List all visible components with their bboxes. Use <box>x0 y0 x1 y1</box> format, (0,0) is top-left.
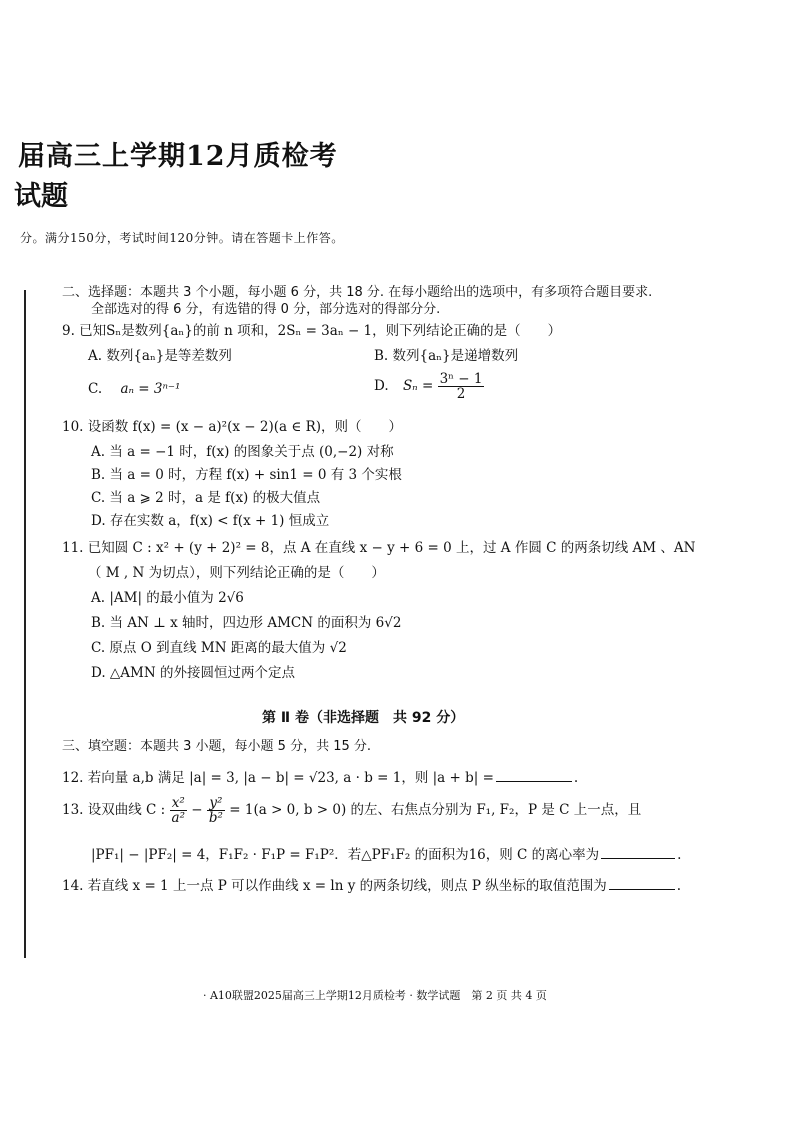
q10-option-c: C. 当 a ⩾ 2 时，a 是 f(x) 的极大值点 <box>91 490 321 506</box>
binding-margin-line <box>24 290 26 958</box>
q9-option-d <box>374 372 484 401</box>
q12-answer-blank[interactable] <box>496 769 572 782</box>
q14 <box>62 874 681 894</box>
q9-option-b: B. 数列{aₙ}是递增数列 <box>374 348 519 364</box>
q9-option-c-label: C. <box>88 381 103 397</box>
q10-option-a: A. 当 a = −1 时，f(x) 的图象关于点 (0,−2) 对称 <box>91 444 394 460</box>
q11-option-a: A. |AM| 的最小值为 2√6 <box>91 590 244 606</box>
q11-stem-cont: （ M , N 为切点），则下列结论正确的是（ ） <box>88 565 385 581</box>
page-footer: · A10联盟2025届高三上学期12月质检考 · 数学试题 第 2 页 共 4 页 <box>203 989 547 1002</box>
exam-title-line2: 试题 <box>14 181 68 212</box>
q13-minus: − <box>191 802 203 818</box>
q9-option-d-denominator: 2 <box>456 386 466 402</box>
q12-stem: 12. 若向量 a,b 满足 |a| = 3, |a − b| = √23, a · b = 1，则 |a + b| = <box>62 770 494 786</box>
q13-rest: = 1(a > 0, b > 0) 的左、右焦点分别为 F₁, F₂，P 是 C 上一点，且 <box>229 802 642 818</box>
q9-option-d-numerator: 3ⁿ − 1 <box>439 371 483 387</box>
exam-title-line1: 届高三上学期12月质检考 <box>18 141 338 172</box>
exam-notice: 分。满分150分，考试时间120分钟。请在答题卡上作答。 <box>20 231 344 245</box>
q13-answer-blank[interactable] <box>601 846 675 859</box>
q13-start: 13. 设双曲线 C : <box>62 802 166 818</box>
q10-option-b: B. 当 a = 0 时，方程 f(x) + sin1 = 0 有 3 个实根 <box>91 467 402 483</box>
q13-fraction-x-num: x² <box>170 796 187 811</box>
q13-line1 <box>62 796 641 825</box>
q11-option-c: C. 原点 O 到直线 MN 距离的最大值为 √2 <box>91 640 347 656</box>
section2-heading-cont: 全部选对的得 6 分，有选错的得 0 分，部分选对的得部分分. <box>91 302 441 317</box>
q11-option-b: B. 当 AN ⊥ x 轴时，四边形 AMCN 的面积为 6√2 <box>91 615 402 631</box>
q9-option-c-expr: aₙ = 3ⁿ⁻¹ <box>120 381 181 397</box>
q13-condition: |PF₁| − |PF₂| = 4，F₁F₂ · F₁P = F₁P²．若△PF₁F₂ 的面积为16，则 C 的离心率为 <box>91 847 600 863</box>
q9-option-d-label: D. <box>374 378 389 394</box>
q9-option-c <box>88 381 180 397</box>
q10-option-d: D. 存在实数 a，f(x) < f(x + 1) 恒成立 <box>91 513 330 529</box>
section2-heading: 二、选择题：本题共 3 个小题，每小题 6 分，共 18 分. 在每小题给出的选项中，有多项符合题目要求. <box>62 285 653 300</box>
q9-option-a: A. 数列{aₙ}是等差数列 <box>88 348 232 364</box>
q14-answer-blank[interactable] <box>609 877 675 890</box>
q9-option-d-lhs: Sₙ = <box>402 378 434 394</box>
q13-line2 <box>91 843 681 863</box>
q13-fraction-y <box>207 796 225 825</box>
q12 <box>62 766 578 786</box>
q11-option-d: D. △AMN 的外接圆恒过两个定点 <box>91 665 295 681</box>
q13-end: . <box>677 847 682 863</box>
q13-fraction-x-den: a² <box>171 810 185 826</box>
q13-fraction-x <box>170 796 187 825</box>
q14-stem: 14. 若直线 x = 1 上一点 P 可以作曲线 x = ln y 的两条切线，则点 P 纵坐标的取值范围为 <box>62 878 607 894</box>
part2-title: 第 Ⅱ 卷（非选择题 共 92 分） <box>262 710 465 726</box>
q11-stem: 11. 已知圆 C : x² + (y + 2)² = 8，点 A 在直线 x − y + 6 = 0 上，过 A 作圆 C 的两条切线 AM 、AN <box>62 540 696 556</box>
q10-stem: 10. 设函数 f(x) = (x − a)²(x − 2)(a ∈ R)，则（ ） <box>62 419 403 435</box>
q13-fraction-y-num: y² <box>207 796 225 811</box>
q14-end: . <box>676 878 682 894</box>
section3-heading: 三、填空题：本题共 3 小题，每小题 5 分，共 15 分. <box>62 739 372 754</box>
q9-option-d-fraction <box>438 372 485 401</box>
q13-fraction-y-den: b² <box>208 810 223 826</box>
q9-stem: 9. 已知Sₙ是数列{aₙ}的前 n 项和，2Sₙ = 3aₙ − 1，则下列结论正确的是（ ） <box>62 323 562 339</box>
q12-end: . <box>573 770 579 786</box>
